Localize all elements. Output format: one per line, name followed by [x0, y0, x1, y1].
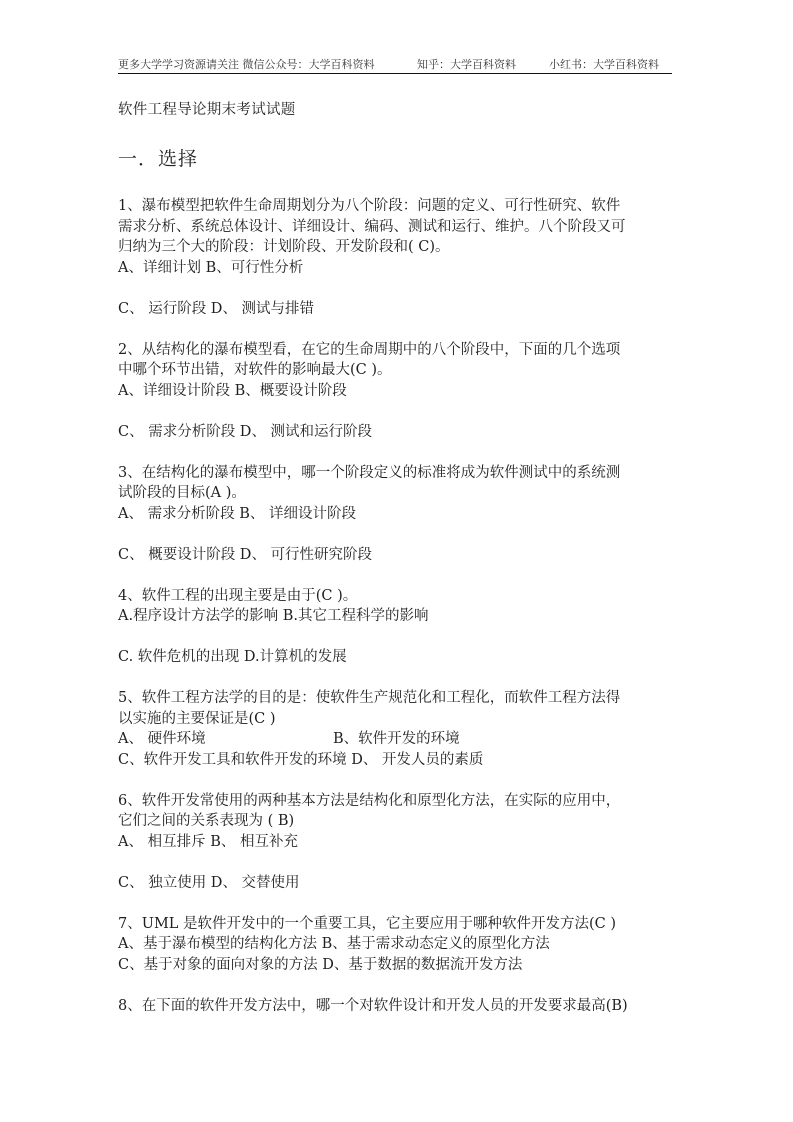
options-ab [118, 729, 678, 750]
options-ab: A、 需求分析阶段 B、 详细设计阶段 [118, 505, 356, 522]
options-cd: C、软件开发工具和软件开发的环境 D、 开发人员的素质 [118, 751, 484, 768]
question-4 [118, 586, 678, 668]
question-gap [118, 975, 678, 996]
question-3 [118, 463, 678, 566]
options-ab: A、基于瀑布模型的结构化方法 B、基于需求动态定义的原型化方法 [118, 936, 550, 952]
question-stem-line: 8、在下面的软件开发方法中，哪一个对软件设计和开发人员的开发要求最高(B) [118, 997, 628, 1014]
question-stem-line: 5、软件工程方法学的目的是：使软件生产规范化和工程化，而软件工程方法得 [118, 690, 621, 706]
blank-line [118, 852, 678, 873]
question-gap [118, 668, 678, 689]
section-title: 一．选择 [118, 148, 199, 170]
options-cd: C、 概要设计阶段 D、 可行性研究阶段 [118, 546, 373, 563]
option-a: A、 硬件环境 [118, 731, 206, 747]
question-stem-line: 它们之间的关系表现为 ( B) [118, 813, 295, 829]
options-ab: A、 相互排斥 B、 相互补充 [118, 833, 298, 850]
question-stem-line: 1、瀑布模型把软件生命周期划分为八个阶段：问题的定义、可行性研究、软件 [118, 198, 621, 214]
question-gap [118, 319, 678, 340]
question-5 [118, 688, 678, 770]
options-cd: C、 需求分析阶段 D、 测试和运行阶段 [118, 423, 373, 440]
question-6 [118, 791, 678, 894]
question-gap [118, 770, 678, 791]
page-header [118, 54, 672, 74]
options-ab: A、详细设计阶段 B、概要设计阶段 [118, 382, 347, 399]
question-1 [118, 196, 678, 319]
document-title: 软件工程导论期末考试试题 [118, 102, 296, 118]
question-8 [118, 996, 678, 1017]
question-stem-line: 2、从结构化的瀑布模型看，在它的生命周期中的八个阶段中，下面的几个选项 [118, 341, 621, 358]
option-b: B、软件开发的环境 [333, 731, 460, 747]
question-7 [118, 914, 678, 976]
question-stem-line: 归纳为三个大的阶段：计划阶段、开发阶段和( C)。 [118, 239, 450, 255]
question-stem-line: 7、UML 是软件开发中的一个重要工具，它主要应用于哪种软件开发方法(C ) [118, 915, 617, 932]
options-cd: C、 独立使用 D、 交替使用 [118, 874, 300, 891]
question-stem-line: 中哪个环节出错，对软件的影响最大(C )。 [118, 362, 392, 378]
options-cd: C、基于对象的面向对象的方法 D、基于数据的数据流开发方法 [118, 956, 523, 973]
question-gap [118, 442, 678, 463]
blank-line [118, 401, 678, 422]
question-gap [118, 893, 678, 914]
blank-line [118, 278, 678, 299]
question-stem-line: 需求分析、系统总体设计、详细设计、编码、测试和运行、维护。八个阶段又可 [118, 218, 626, 235]
header-zhihu: 知乎：大学百科资料 [417, 58, 516, 71]
question-gap [118, 565, 678, 586]
options-cd: C. 软件危机的出现 D.计算机的发展 [118, 649, 347, 665]
question-stem-line: 试阶段的目标(A )。 [118, 485, 246, 501]
header-wechat-notice: 更多大学学习资源请关注 微信公众号：大学百科资料 [118, 58, 375, 71]
question-2 [118, 340, 678, 443]
blank-line [118, 524, 678, 545]
question-list [118, 196, 678, 1016]
options-ab: A.程序设计方法学的影响 B.其它工程科学的影响 [118, 608, 429, 624]
question-stem-line: 4、软件工程的出现主要是由于(C )。 [118, 587, 358, 604]
blank-line [118, 627, 678, 648]
options-ab: A、详细计划 B、可行性分析 [118, 259, 304, 276]
question-stem-line: 6、软件开发常使用的两种基本方法是结构化和原型化方法，在实际的应用中， [118, 792, 621, 809]
question-stem-line: 3、在结构化的瀑布模型中，哪一个阶段定义的标准将成为软件测试中的系统测 [118, 464, 621, 481]
question-stem-line: 以实施的主要保证是(C ) [118, 710, 276, 727]
header-xiaohongshu: 小红书：大学百科资料 [549, 58, 659, 71]
options-cd: C、 运行阶段 D、 测试与排错 [118, 300, 315, 317]
